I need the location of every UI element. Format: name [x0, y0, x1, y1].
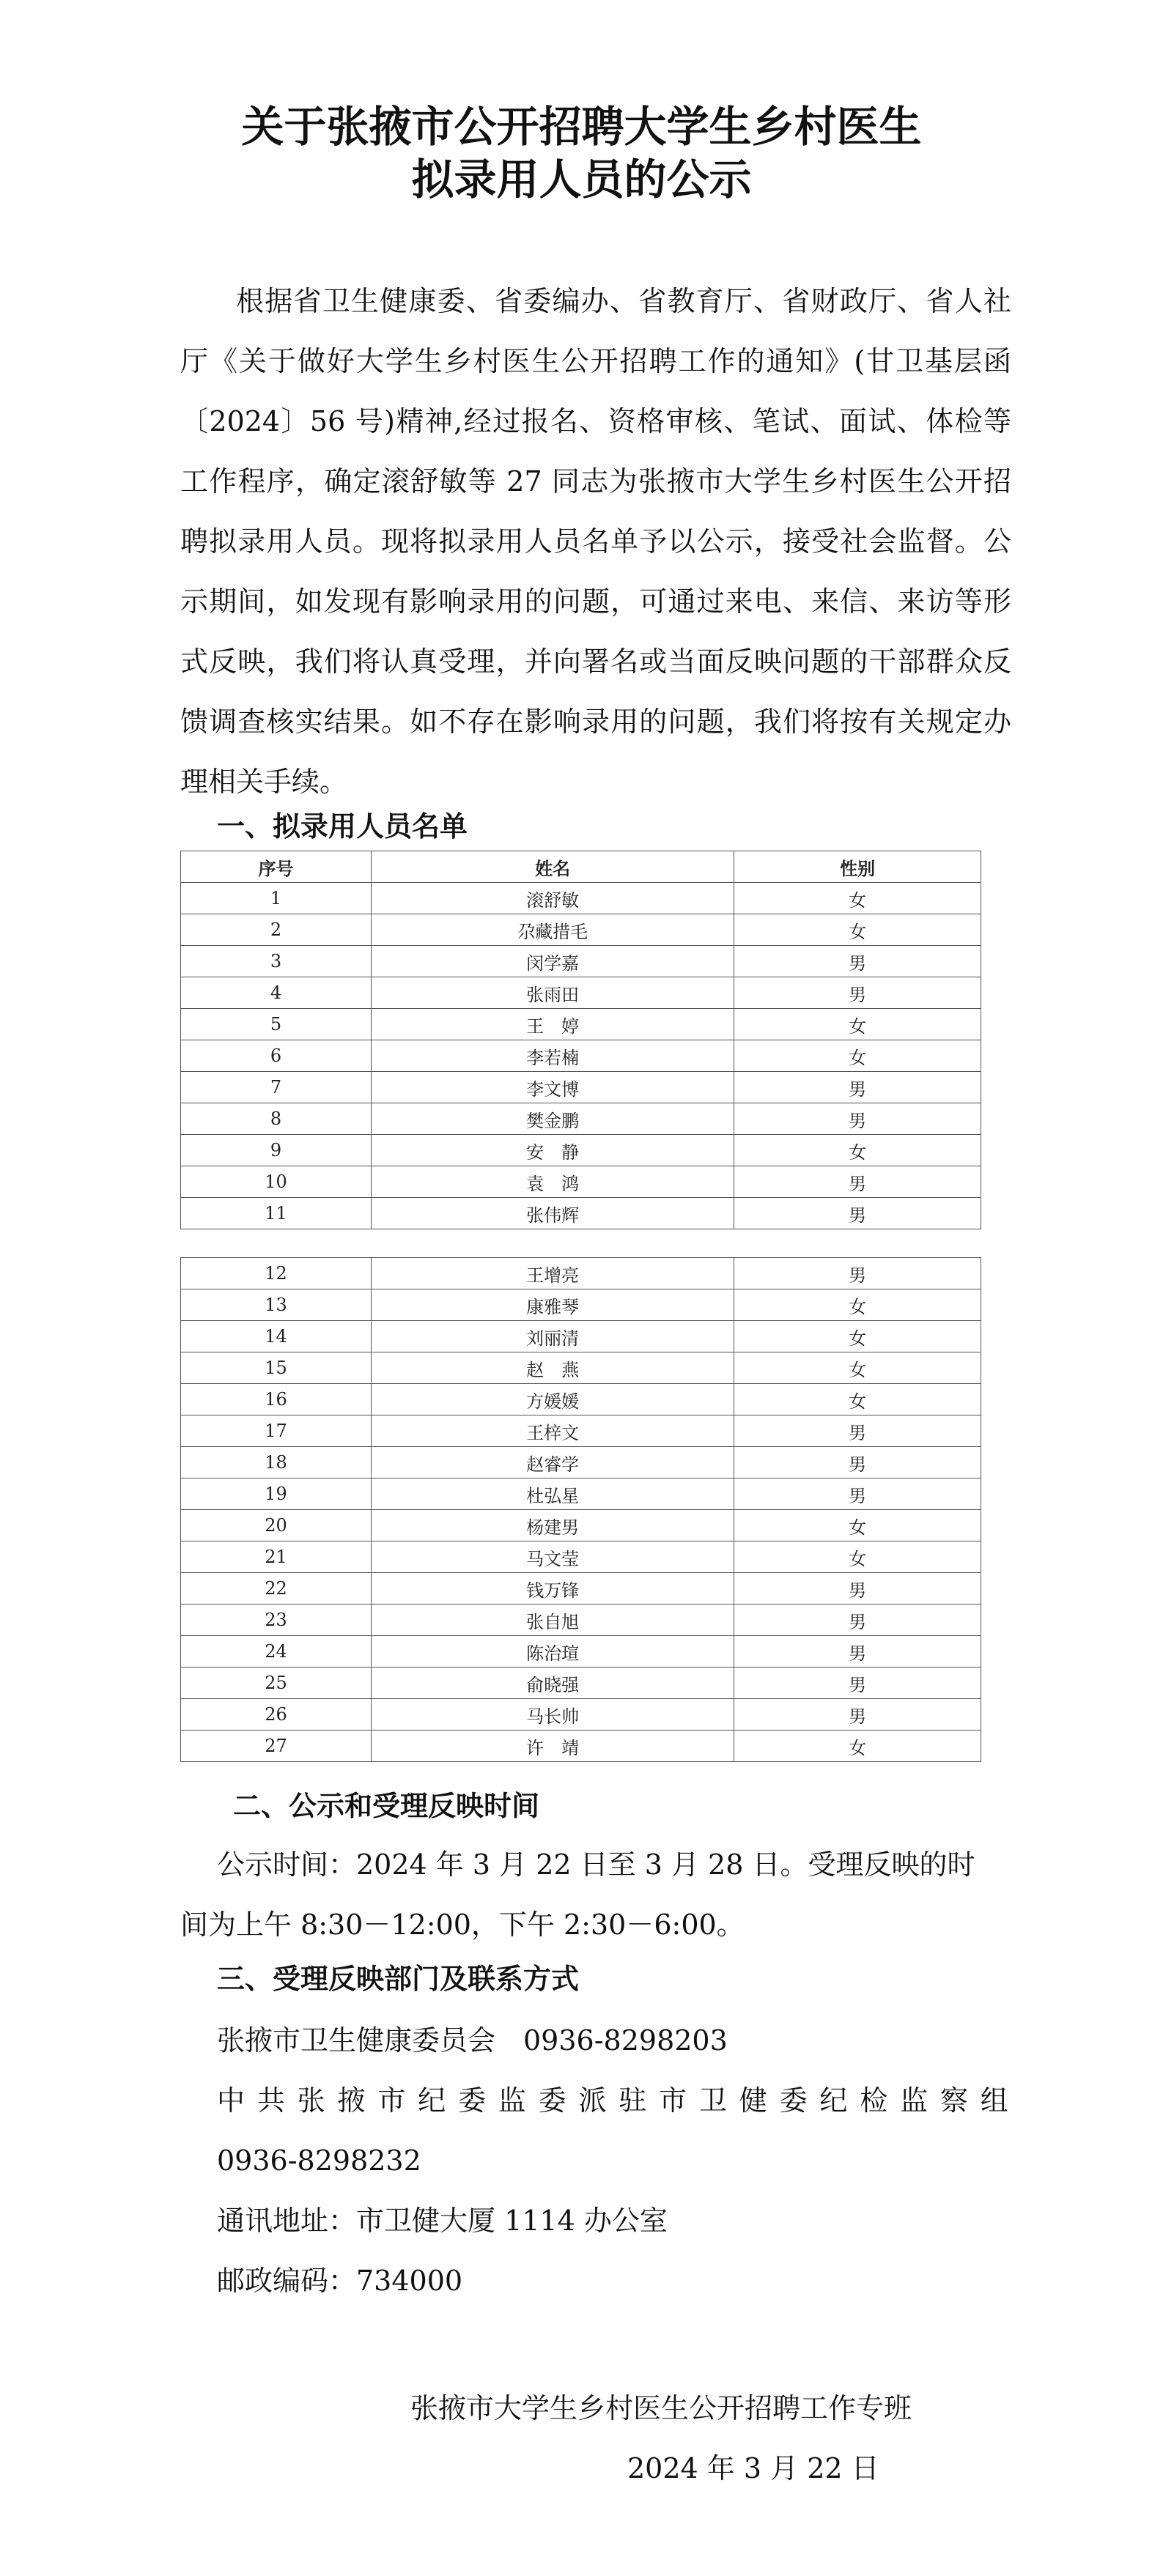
cell-gender: 男 [734, 1447, 981, 1478]
cell-gender: 男 [734, 1699, 981, 1731]
cell-name: 滚舒敏 [372, 883, 734, 914]
cell-name: 张自旭 [372, 1605, 734, 1636]
table-row [181, 1321, 981, 1352]
cell-name: 陈治瑄 [372, 1636, 734, 1668]
cell-index: 20 [181, 1510, 372, 1541]
dept-health-commission: 张掖市卫生健康委员会 0936-8298203 [217, 2024, 728, 2057]
cell-gender: 女 [734, 1352, 981, 1384]
publicity-time-line-1: 公示时间：2024 年 3 月 22 日至 3 月 28 日。受理反映的时 [217, 1848, 975, 1881]
cell-name: 马文莹 [372, 1541, 734, 1573]
table-header-row [181, 851, 981, 883]
cell-index: 2 [181, 914, 372, 946]
cell-name: 安 静 [372, 1135, 734, 1166]
table-row [181, 1573, 981, 1605]
cell-gender: 女 [734, 1384, 981, 1415]
cell-gender: 男 [734, 1605, 981, 1636]
header-gender: 性别 [734, 851, 981, 883]
cell-gender: 女 [734, 883, 981, 914]
cell-gender: 女 [734, 1289, 981, 1321]
cell-index: 15 [181, 1352, 372, 1384]
table-row [181, 1384, 981, 1415]
cell-index: 16 [181, 1384, 372, 1415]
cell-gender: 男 [734, 1258, 981, 1289]
table-row [181, 946, 981, 977]
postal-code: 邮政编码：734000 [217, 2265, 463, 2297]
table-row [181, 1009, 981, 1040]
section-2-heading: 二、公示和受理反映时间 [233, 1790, 540, 1822]
title-line-2: 拟录用人员的公示 [411, 155, 752, 204]
cell-index: 23 [181, 1605, 372, 1636]
cell-name: 刘丽清 [372, 1321, 734, 1352]
cell-index: 26 [181, 1699, 372, 1731]
cell-gender: 男 [734, 946, 981, 977]
cell-gender: 男 [734, 1166, 981, 1198]
cell-index: 4 [181, 977, 372, 1009]
table-row [181, 1510, 981, 1541]
cell-index: 12 [181, 1258, 372, 1289]
table-row [181, 1072, 981, 1103]
cell-gender: 男 [734, 977, 981, 1009]
cell-name: 张雨田 [372, 977, 734, 1009]
cell-gender: 女 [734, 1009, 981, 1040]
cell-index: 22 [181, 1573, 372, 1605]
cell-gender: 女 [734, 1731, 981, 1762]
candidate-table-part-2 [180, 1257, 981, 1762]
cell-index: 25 [181, 1668, 372, 1699]
cell-index: 10 [181, 1166, 372, 1198]
cell-name: 赵 燕 [372, 1352, 734, 1384]
cell-index: 9 [181, 1135, 372, 1166]
cell-gender: 男 [734, 1198, 981, 1229]
cell-gender: 男 [734, 1668, 981, 1699]
cell-gender: 男 [734, 1478, 981, 1510]
header-index: 序号 [181, 851, 372, 883]
cell-index: 1 [181, 883, 372, 914]
cell-index: 18 [181, 1447, 372, 1478]
cell-name: 樊金鹏 [372, 1103, 734, 1135]
cell-name: 李文博 [372, 1072, 734, 1103]
cell-name: 李若楠 [372, 1040, 734, 1072]
cell-index: 19 [181, 1478, 372, 1510]
cell-gender: 男 [734, 1636, 981, 1668]
table-row [181, 1135, 981, 1166]
cell-gender: 女 [734, 1541, 981, 1573]
section-1-heading: 一、拟录用人员名单 [217, 810, 468, 843]
cell-gender: 男 [734, 1415, 981, 1447]
signature-date: 2024 年 3 月 22 日 [627, 2452, 879, 2484]
intro-paragraph: 根据省卫生健康委、省委编办、省教育厅、省财政厅、省人社厅《关于做好大学生乡村医生公开招聘工作的通知》(甘卫基层函〔2024〕56 号)精神,经过报名、资格审核、笔试、面试、体检等工作程序，确定滚舒敏等 27 同志为张掖市大学生乡村医生公开招聘拟录用人员。现将拟录用人员名单予以公示，接受社会监督。公示期间，如发现有影响录用的问题，可通过来电、来信、来访等形式反映，我们将认真受理，并向署名或当面反映问题的干部群众反馈调查核实结果。如不存在影响录用的问题，我们将按有关规定办理相关手续。 [180, 285, 1011, 798]
cell-index: 11 [181, 1198, 372, 1229]
cell-name: 王增亮 [372, 1258, 734, 1289]
cell-name: 方媛媛 [372, 1384, 734, 1415]
table-row [181, 1198, 981, 1229]
table-row [181, 883, 981, 914]
table-row [181, 1478, 981, 1510]
cell-name: 马长帅 [372, 1699, 734, 1731]
cell-index: 3 [181, 946, 372, 977]
dept-discipline-group: 中 共 张 掖 市 纪 委 监 委 派 驻 市 卫 健 委 纪 检 监 察 组 [217, 2084, 1008, 2117]
cell-index: 13 [181, 1289, 372, 1321]
section-3-heading: 三、受理反映部门及联系方式 [217, 1963, 580, 1995]
table-row [181, 1166, 981, 1198]
cell-gender: 女 [734, 1040, 981, 1072]
cell-name: 尕藏措毛 [372, 914, 734, 946]
cell-name: 俞晓强 [372, 1668, 734, 1699]
cell-name: 袁 鸿 [372, 1166, 734, 1198]
cell-gender: 男 [734, 1072, 981, 1103]
table-row [181, 977, 981, 1009]
title-line-1: 关于张掖市公开招聘大学生乡村医生 [241, 102, 922, 152]
cell-index: 7 [181, 1072, 372, 1103]
cell-index: 17 [181, 1415, 372, 1447]
header-name: 姓名 [372, 851, 734, 883]
cell-index: 5 [181, 1009, 372, 1040]
table-row [181, 1352, 981, 1384]
table-row [181, 1289, 981, 1321]
cell-name: 王梓文 [372, 1415, 734, 1447]
cell-gender: 女 [734, 1321, 981, 1352]
table-row [181, 1103, 981, 1135]
cell-name: 赵睿学 [372, 1447, 734, 1478]
table-row [181, 1541, 981, 1573]
cell-gender: 男 [734, 1103, 981, 1135]
cell-name: 许 靖 [372, 1731, 734, 1762]
cell-name: 王 婷 [372, 1009, 734, 1040]
table-row [181, 914, 981, 946]
cell-index: 8 [181, 1103, 372, 1135]
table-row [181, 1636, 981, 1668]
table-row [181, 1415, 981, 1447]
cell-index: 6 [181, 1040, 372, 1072]
mailing-address: 通讯地址：市卫健大厦 1114 办公室 [217, 2205, 668, 2237]
cell-name: 张伟辉 [372, 1198, 734, 1229]
cell-gender: 女 [734, 914, 981, 946]
cell-index: 14 [181, 1321, 372, 1352]
cell-gender: 女 [734, 1510, 981, 1541]
table-row [181, 1258, 981, 1289]
cell-gender: 男 [734, 1573, 981, 1605]
table-row [181, 1668, 981, 1699]
table-row [181, 1731, 981, 1762]
cell-index: 21 [181, 1541, 372, 1573]
cell-name: 杨建男 [372, 1510, 734, 1541]
cell-index: 27 [181, 1731, 372, 1762]
cell-name: 杜弘星 [372, 1478, 734, 1510]
candidate-table-part-1 [180, 851, 981, 1229]
publicity-time-line-2: 间为上午 8:30－12:00，下午 2:30－6:00。 [180, 1909, 745, 1941]
cell-name: 钱万锋 [372, 1573, 734, 1605]
cell-name: 康雅琴 [372, 1289, 734, 1321]
cell-name: 闵学嘉 [372, 946, 734, 977]
dept-discipline-phone: 0936-8298232 [217, 2144, 421, 2177]
table-row [181, 1605, 981, 1636]
cell-index: 24 [181, 1636, 372, 1668]
cell-gender: 女 [734, 1135, 981, 1166]
table-row [181, 1447, 981, 1478]
table-row [181, 1699, 981, 1731]
signature-org: 张掖市大学生乡村医生公开招聘工作专班 [410, 2392, 912, 2424]
table-row [181, 1040, 981, 1072]
